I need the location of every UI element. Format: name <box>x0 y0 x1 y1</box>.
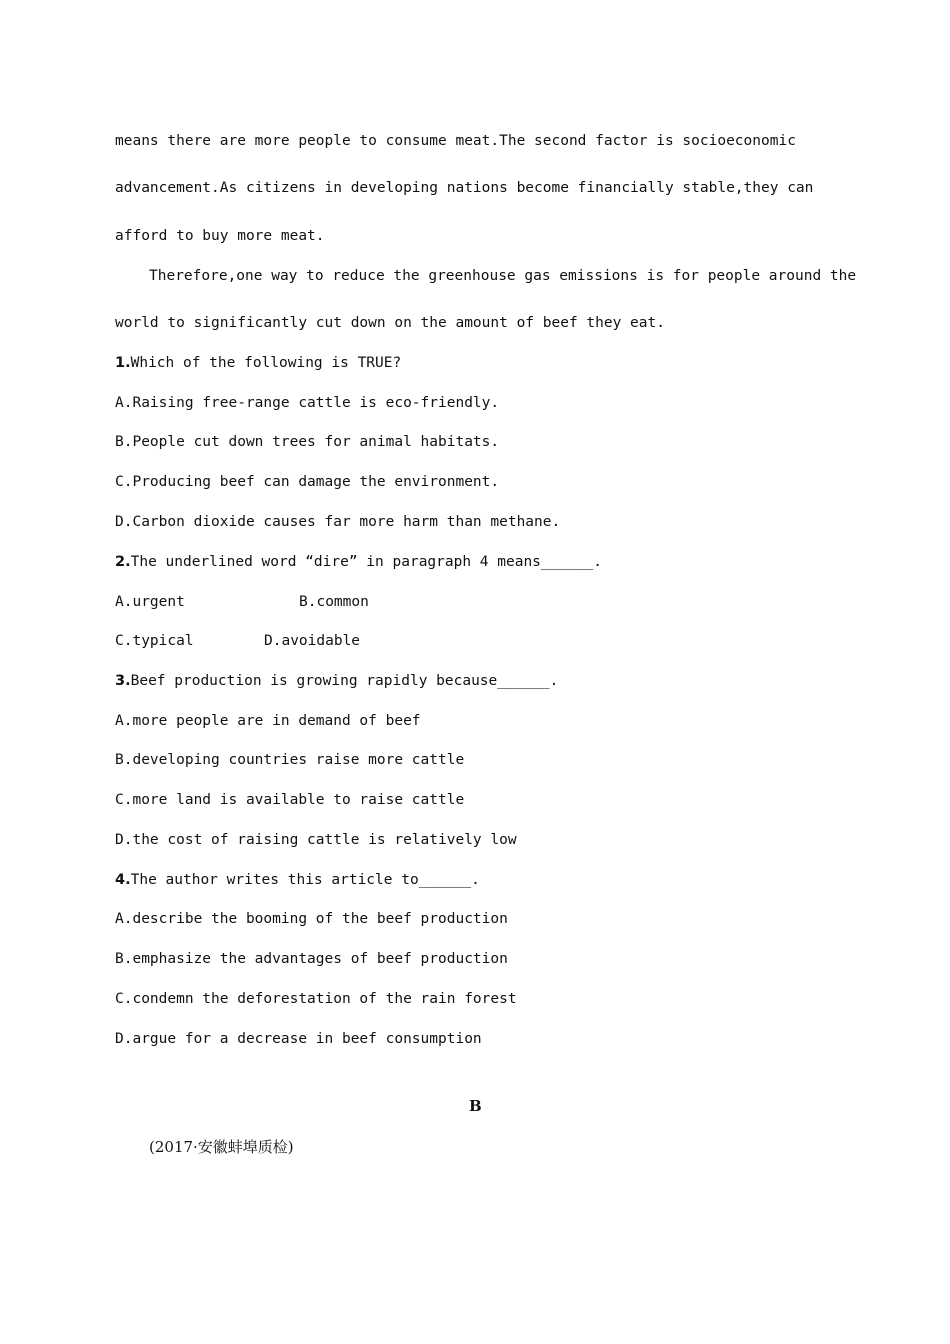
passage-line: world to significantly cut down on the amount of beef they eat. <box>115 315 665 331</box>
question-3-option-b: B.developing countries raise more cattle <box>115 752 465 768</box>
question-number: 1. <box>115 355 131 371</box>
section-source: (2017·安徽蚌埠质检) <box>149 1138 294 1156</box>
passage-line: advancement.As citizens in developing nations become financially stable,they can <box>115 180 814 196</box>
question-3-option-c: C.more land is available to raise cattle <box>115 792 465 808</box>
question-text: The underlined word “dire” in paragraph 4 means______. <box>130 554 603 570</box>
question-2-option-b: B.common <box>299 594 369 610</box>
question-3-stem <box>115 671 558 691</box>
question-1-option-c: C.Producing beef can damage the environment. <box>115 474 500 490</box>
question-3-option-d: D.the cost of raising cattle is relatively low <box>115 832 517 848</box>
passage-line: afford to buy more meat. <box>115 228 325 244</box>
question-4-option-a: A.describe the booming of the beef production <box>115 911 508 927</box>
question-text: Beef production is growing rapidly because______. <box>130 673 559 689</box>
question-2-stem <box>115 552 602 572</box>
question-1-option-d: D.Carbon dioxide causes far more harm than methane. <box>115 514 561 530</box>
passage-line: Therefore,one way to reduce the greenhouse gas emissions is for people around the <box>149 268 857 284</box>
question-number: 3. <box>115 673 131 689</box>
passage-line: means there are more people to consume meat.The second factor is socioeconomic <box>115 133 796 149</box>
question-text: Which of the following is TRUE? <box>130 355 402 371</box>
question-number: 4. <box>115 872 131 888</box>
question-1-stem <box>115 353 401 373</box>
question-4-option-d: D.argue for a decrease in beef consumption <box>115 1031 482 1047</box>
question-4-option-c: C.condemn the deforestation of the rain forest <box>115 991 517 1007</box>
question-text: The author writes this article to______. <box>130 872 480 888</box>
question-number: 2. <box>115 554 131 570</box>
question-4-option-b: B.emphasize the advantages of beef production <box>115 951 508 967</box>
question-2-option-a: A.urgent <box>115 594 185 610</box>
question-2-option-d: D.avoidable <box>264 633 361 649</box>
question-1-option-b: B.People cut down trees for animal habitats. <box>115 434 500 450</box>
section-heading: B <box>469 1097 482 1115</box>
question-3-option-a: A.more people are in demand of beef <box>115 713 421 729</box>
question-2-option-c: C.typical <box>115 633 194 649</box>
question-4-stem <box>115 870 480 890</box>
question-1-option-a: A.Raising free-range cattle is eco-friendly. <box>115 395 500 411</box>
